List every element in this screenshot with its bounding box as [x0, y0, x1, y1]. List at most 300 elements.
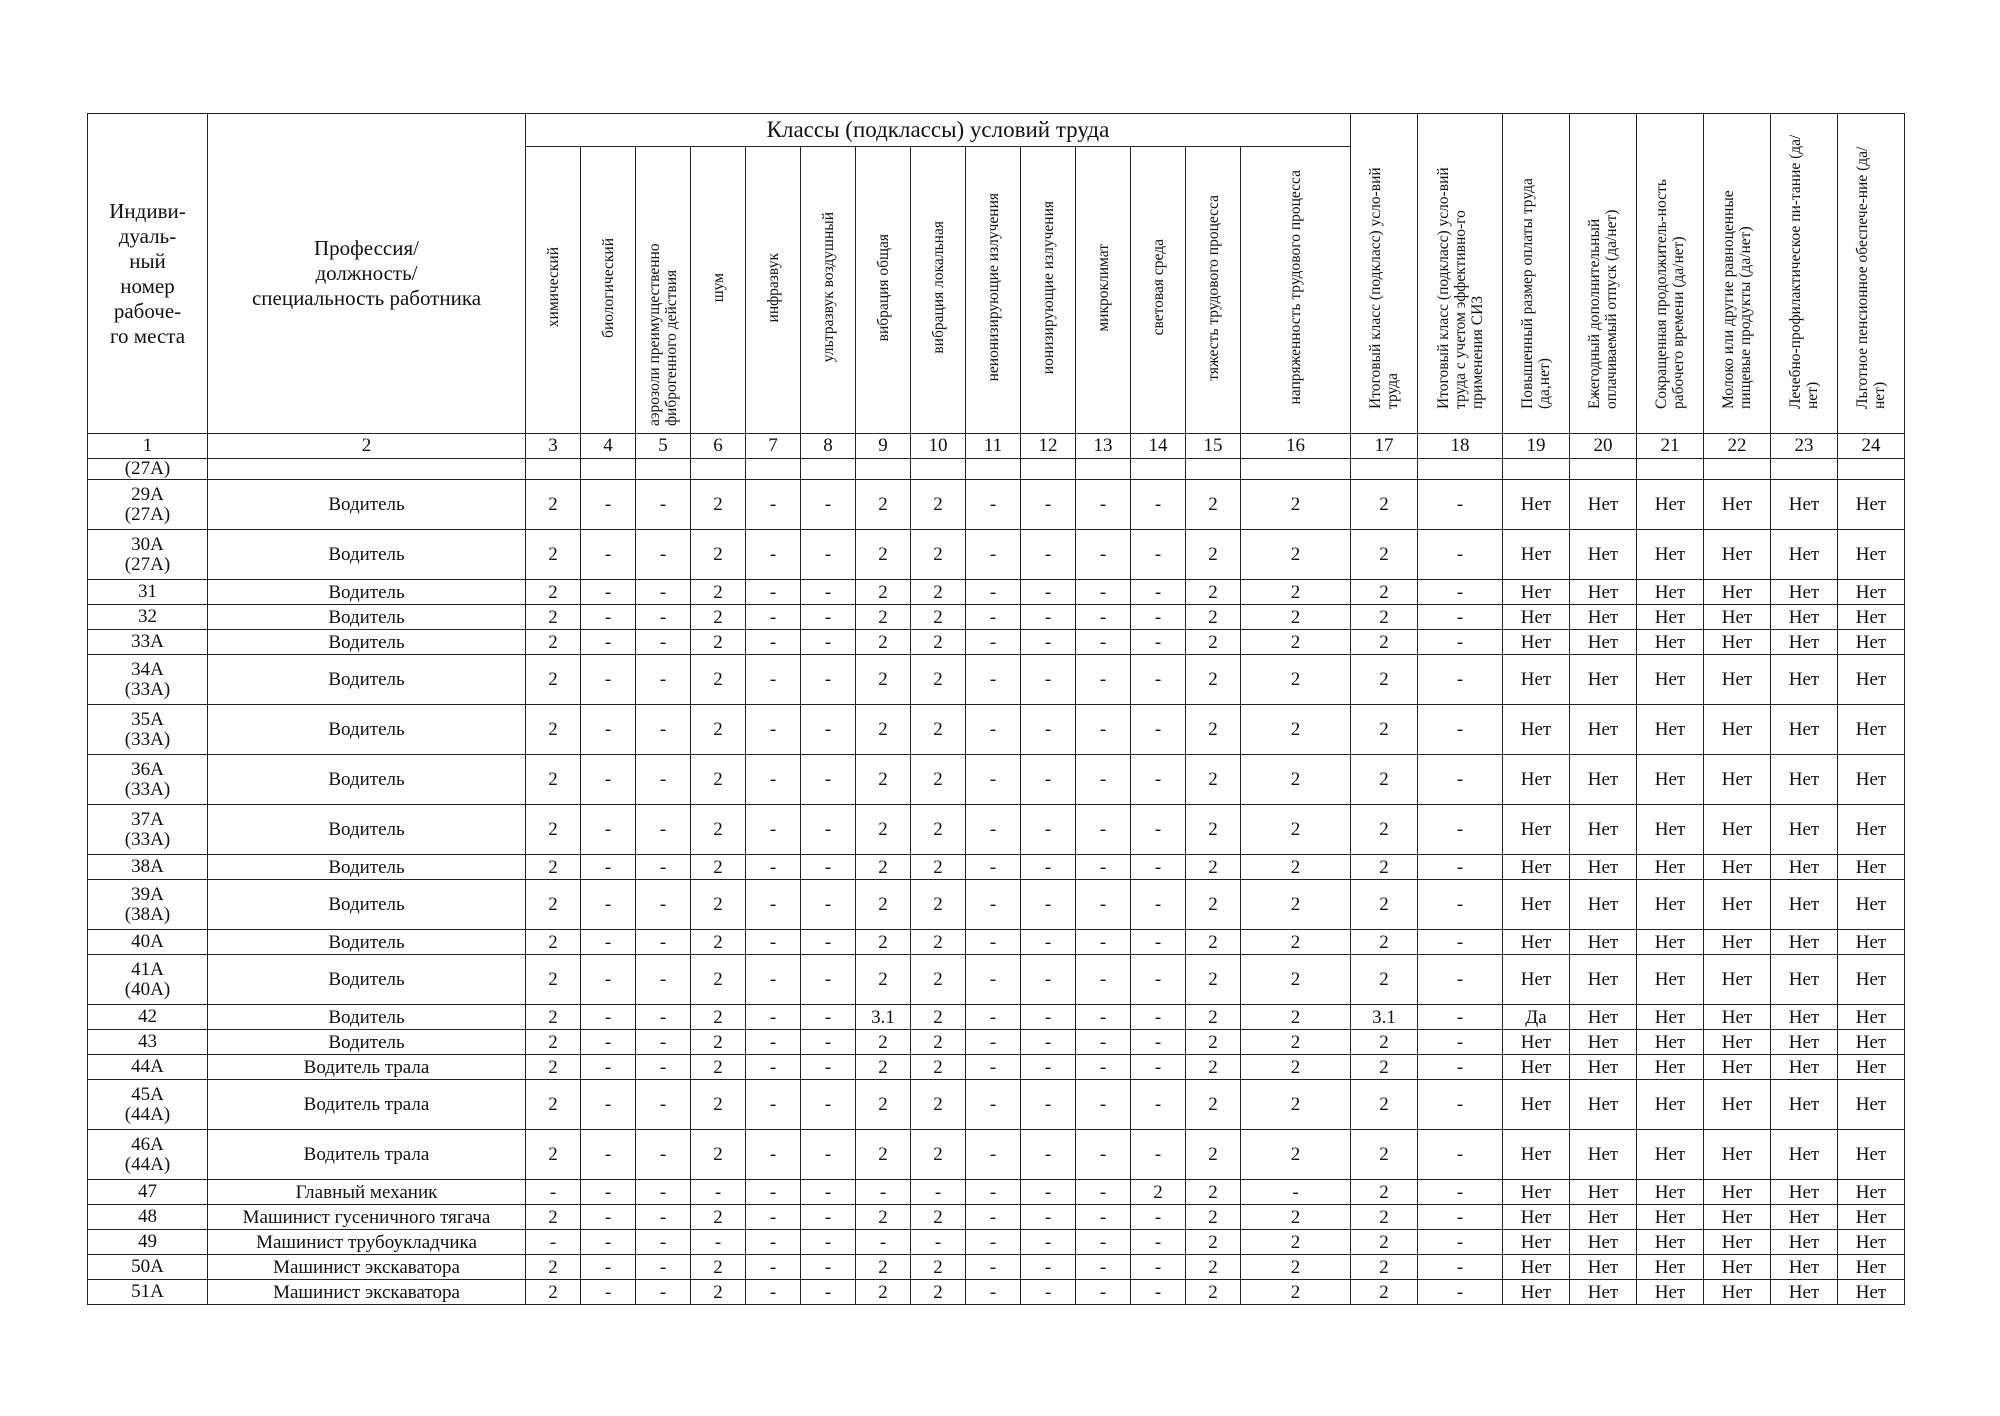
table-cell: 2: [1351, 1255, 1418, 1280]
workplace-number: 36А (33А): [88, 755, 208, 805]
table-cell: 2: [911, 955, 966, 1005]
table-cell: 2: [1186, 1080, 1241, 1130]
column-number: 6: [691, 434, 746, 459]
table-cell: Нет: [1704, 605, 1771, 630]
table-cell: -: [636, 630, 691, 655]
table-row: [88, 1130, 1905, 1180]
table-cell: -: [636, 1280, 691, 1305]
profession: Водитель: [208, 755, 526, 805]
table-cell: Нет: [1637, 1080, 1704, 1130]
table-cell: -: [1021, 605, 1076, 630]
header-summary-column: Сокращенная продолжитель-ность рабочего времени (да/нет): [1637, 114, 1704, 434]
table-cell: -: [581, 1055, 636, 1080]
table-cell: -: [1076, 530, 1131, 580]
table-cell: 2: [911, 1280, 966, 1305]
table-cell: [208, 459, 526, 480]
table-cell: Нет: [1570, 880, 1637, 930]
column-number: 3: [526, 434, 581, 459]
workplace-number: 38А: [88, 855, 208, 880]
table-cell: 2: [1351, 880, 1418, 930]
table-cell: -: [636, 1005, 691, 1030]
table-cell: -: [581, 880, 636, 930]
table-cell: Нет: [1771, 530, 1838, 580]
table-cell: Нет: [1771, 630, 1838, 655]
table-cell: -: [1076, 855, 1131, 880]
table-cell: -: [1021, 1055, 1076, 1080]
column-number: 13: [1076, 434, 1131, 459]
table-cell: Нет: [1838, 630, 1905, 655]
table-cell: 2: [691, 755, 746, 805]
table-row: [88, 530, 1905, 580]
table-cell: 2: [1186, 1230, 1241, 1255]
table-cell: 2: [1186, 805, 1241, 855]
table-cell: -: [1076, 1030, 1131, 1055]
table-cell: -: [1076, 630, 1131, 655]
column-number: 11: [966, 434, 1021, 459]
table-cell: -: [1418, 1005, 1503, 1030]
profession: Водитель: [208, 655, 526, 705]
table-cell: Нет: [1503, 955, 1570, 1005]
profession: Водитель: [208, 880, 526, 930]
table-cell: Нет: [1838, 880, 1905, 930]
table-cell: 2: [1186, 1255, 1241, 1280]
table-cell: -: [581, 655, 636, 705]
table-cell: [1570, 459, 1637, 480]
column-number: 18: [1418, 434, 1503, 459]
workplace-number: 51А: [88, 1280, 208, 1305]
table-cell: -: [581, 1030, 636, 1055]
table-cell: -: [966, 1030, 1021, 1055]
table-cell: -: [1418, 1055, 1503, 1080]
profession: Машинист экскаватора: [208, 1255, 526, 1280]
table-cell: -: [1076, 755, 1131, 805]
table-body: [88, 459, 1905, 1305]
table-cell: 2: [1241, 480, 1351, 530]
table-row: [88, 1205, 1905, 1230]
table-cell: Нет: [1771, 605, 1838, 630]
header-factor-column: химический: [526, 147, 581, 434]
table-cell: -: [966, 605, 1021, 630]
table-cell: -: [581, 580, 636, 605]
table-cell: [801, 459, 856, 480]
table-cell: 2: [1351, 655, 1418, 705]
table-cell: 2: [1351, 805, 1418, 855]
table-cell: 2: [1241, 930, 1351, 955]
table-cell: -: [966, 1180, 1021, 1205]
header-factor-column: тяжесть трудового процесса: [1186, 147, 1241, 434]
table-cell: Нет: [1771, 655, 1838, 705]
table-cell: Нет: [1771, 1080, 1838, 1130]
table-cell: -: [581, 1255, 636, 1280]
table-cell: -: [581, 805, 636, 855]
table-cell: Нет: [1503, 855, 1570, 880]
table-row: [88, 955, 1905, 1005]
table-cell: 2: [856, 1080, 911, 1130]
column-number: 1: [88, 434, 208, 459]
table-cell: -: [966, 1080, 1021, 1130]
table-cell: 2: [526, 855, 581, 880]
table-cell: -: [1021, 855, 1076, 880]
table-cell: 3.1: [1351, 1005, 1418, 1030]
table-cell: -: [1418, 930, 1503, 955]
table-cell: Нет: [1570, 580, 1637, 605]
table-cell: 2: [526, 1255, 581, 1280]
header-summary-column: Итоговый класс (подкласс) усло-вий труда: [1351, 114, 1418, 434]
profession: Водитель: [208, 855, 526, 880]
table-row: [88, 459, 1905, 480]
table-cell: -: [1131, 480, 1186, 530]
column-number: 22: [1704, 434, 1771, 459]
table-cell: -: [1418, 1205, 1503, 1230]
table-cell: -: [1418, 480, 1503, 530]
table-cell: -: [966, 580, 1021, 605]
table-cell: 2: [1241, 1280, 1351, 1305]
table-cell: -: [581, 855, 636, 880]
table-cell: 2: [856, 1280, 911, 1305]
workplace-number: 34А (33А): [88, 655, 208, 705]
table-cell: [1131, 459, 1186, 480]
table-cell: -: [746, 1130, 801, 1180]
table-cell: -: [1076, 1230, 1131, 1255]
table-cell: -: [966, 1130, 1021, 1180]
table-cell: Нет: [1838, 1130, 1905, 1180]
table-cell: Нет: [1704, 580, 1771, 605]
table-cell: -: [636, 530, 691, 580]
table-cell: -: [1021, 1130, 1076, 1180]
profession: Водитель трала: [208, 1080, 526, 1130]
table-cell: Нет: [1838, 655, 1905, 705]
table-cell: 2: [911, 880, 966, 930]
table-cell: -: [1131, 630, 1186, 655]
profession: Машинист экскаватора: [208, 1280, 526, 1305]
table-cell: [1838, 459, 1905, 480]
table-cell: 2: [1241, 755, 1351, 805]
table-cell: Нет: [1704, 805, 1771, 855]
table-cell: Нет: [1503, 1030, 1570, 1055]
table-cell: [1241, 459, 1351, 480]
table-cell: 2: [1241, 630, 1351, 655]
workplace-number: 46А (44А): [88, 1130, 208, 1180]
table-cell: -: [1076, 480, 1131, 530]
table-cell: -: [1418, 755, 1503, 805]
table-cell: Нет: [1704, 1255, 1771, 1280]
table-cell: -: [966, 955, 1021, 1005]
table-cell: 2: [1351, 930, 1418, 955]
profession: Водитель: [208, 530, 526, 580]
table-cell: -: [1021, 1180, 1076, 1205]
table-cell: -: [1131, 1055, 1186, 1080]
header-factor-column: ионизирующие излучения: [1021, 147, 1076, 434]
table-cell: -: [1021, 580, 1076, 605]
table-cell: [1076, 459, 1131, 480]
header-summary-column: Лечебно-профилактическое пи-тание (да/нет): [1771, 114, 1838, 434]
table-cell: Нет: [1838, 955, 1905, 1005]
table-cell: Нет: [1771, 1280, 1838, 1305]
table-row: [88, 805, 1905, 855]
table-cell: -: [1076, 1080, 1131, 1130]
table-cell: 2: [1351, 630, 1418, 655]
table-cell: 2: [911, 755, 966, 805]
table-cell: -: [801, 1230, 856, 1255]
table-cell: -: [1418, 880, 1503, 930]
table-cell: Нет: [1570, 605, 1637, 630]
profession: Водитель: [208, 605, 526, 630]
table-cell: Нет: [1503, 1280, 1570, 1305]
table-cell: -: [856, 1230, 911, 1255]
profession: Водитель: [208, 1030, 526, 1055]
table-cell: 2: [691, 630, 746, 655]
table-cell: Нет: [1503, 1230, 1570, 1255]
workplace-number: 44А: [88, 1055, 208, 1080]
table-cell: -: [1021, 530, 1076, 580]
table-header: [88, 114, 1905, 459]
table-cell: Нет: [1570, 855, 1637, 880]
table-cell: 2: [526, 1030, 581, 1055]
table-cell: -: [636, 1030, 691, 1055]
table-cell: -: [1021, 955, 1076, 1005]
table-cell: 2: [911, 605, 966, 630]
table-cell: -: [1076, 1205, 1131, 1230]
table-cell: 2: [526, 1055, 581, 1080]
table-cell: Нет: [1838, 705, 1905, 755]
table-cell: 2: [1351, 855, 1418, 880]
table-cell: Нет: [1503, 1255, 1570, 1280]
table-cell: 2: [856, 1255, 911, 1280]
table-cell: -: [581, 1130, 636, 1180]
table-cell: -: [801, 655, 856, 705]
table-cell: 2: [856, 530, 911, 580]
table-cell: -: [801, 630, 856, 655]
table-cell: -: [801, 1180, 856, 1205]
table-cell: Нет: [1570, 705, 1637, 755]
workplace-number: 48: [88, 1205, 208, 1230]
workplace-number: 41А (40А): [88, 955, 208, 1005]
profession: Водитель: [208, 630, 526, 655]
header-summary-column: Молоко или другие равноценные пищевые продукты (да/нет): [1704, 114, 1771, 434]
table-cell: 2: [691, 705, 746, 755]
table-cell: -: [801, 1030, 856, 1055]
column-number: 8: [801, 434, 856, 459]
table-cell: Нет: [1503, 705, 1570, 755]
table-cell: 2: [526, 605, 581, 630]
header-summary-column: Итоговый класс (подкласс) усло-вий труда с учетом эффективно-го применения СИЗ: [1418, 114, 1503, 434]
table-cell: Нет: [1503, 655, 1570, 705]
table-cell: [1351, 459, 1418, 480]
table-cell: [966, 459, 1021, 480]
table-cell: -: [1418, 630, 1503, 655]
table-row: [88, 1080, 1905, 1130]
table-cell: 2: [856, 955, 911, 1005]
table-cell: 2: [1241, 1255, 1351, 1280]
table-cell: 2: [1186, 580, 1241, 605]
table-cell: 2: [856, 1205, 911, 1230]
table-cell: -: [1418, 1280, 1503, 1305]
table-cell: Нет: [1838, 755, 1905, 805]
table-cell: -: [1021, 805, 1076, 855]
header-factor-column: неионизирующие излучения: [966, 147, 1021, 434]
profession: Водитель: [208, 705, 526, 755]
table-cell: -: [1076, 580, 1131, 605]
header-classes-title: Классы (подклассы) условий труда: [526, 114, 1351, 147]
table-cell: -: [746, 955, 801, 1005]
table-cell: -: [636, 1255, 691, 1280]
table-cell: Нет: [1838, 530, 1905, 580]
table-cell: 2: [1351, 580, 1418, 605]
table-cell: 2: [1241, 1005, 1351, 1030]
table-cell: Нет: [1637, 1005, 1704, 1030]
workplace-number: 30А (27А): [88, 530, 208, 580]
table-row: [88, 1230, 1905, 1255]
table-cell: 2: [1241, 705, 1351, 755]
table-cell: [526, 459, 581, 480]
table-cell: 2: [1351, 1030, 1418, 1055]
table-cell: Нет: [1704, 880, 1771, 930]
table-cell: Нет: [1771, 805, 1838, 855]
table-cell: -: [966, 630, 1021, 655]
header-factor-column: микроклимат: [1076, 147, 1131, 434]
table-cell: 2: [856, 705, 911, 755]
table-cell: Нет: [1838, 930, 1905, 955]
table-cell: -: [581, 630, 636, 655]
table-cell: 2: [911, 1030, 966, 1055]
table-cell: -: [746, 880, 801, 930]
table-cell: Нет: [1704, 755, 1771, 805]
table-cell: -: [636, 1230, 691, 1255]
table-cell: 2: [1351, 755, 1418, 805]
table-cell: -: [746, 1030, 801, 1055]
table-cell: 2: [1351, 480, 1418, 530]
header-factor-column: вибрация общая: [856, 147, 911, 434]
table-cell: -: [636, 605, 691, 630]
table-cell: -: [856, 1180, 911, 1205]
table-cell: Нет: [1570, 1280, 1637, 1305]
table-cell: 2: [1186, 530, 1241, 580]
profession: Главный механик: [208, 1180, 526, 1205]
table-cell: Нет: [1771, 1055, 1838, 1080]
workplace-number: 47: [88, 1180, 208, 1205]
table-cell: -: [801, 605, 856, 630]
table-cell: -: [1418, 855, 1503, 880]
table-cell: -: [636, 1130, 691, 1180]
table-cell: -: [1021, 1230, 1076, 1255]
table-cell: -: [636, 705, 691, 755]
table-cell: 2: [1186, 755, 1241, 805]
table-cell: Нет: [1637, 705, 1704, 755]
profession: Машинист гусеничного тягача: [208, 1205, 526, 1230]
table-cell: 2: [691, 1130, 746, 1180]
table-cell: [746, 459, 801, 480]
table-cell: 2: [911, 1055, 966, 1080]
table-cell: Нет: [1771, 1205, 1838, 1230]
column-number: 5: [636, 434, 691, 459]
table-cell: -: [1131, 705, 1186, 755]
table-cell: -: [1021, 1255, 1076, 1280]
table-row: [88, 855, 1905, 880]
table-cell: Нет: [1704, 1005, 1771, 1030]
table-cell: -: [581, 955, 636, 1005]
table-cell: -: [746, 1080, 801, 1130]
table-cell: -: [636, 1180, 691, 1205]
table-cell: [1021, 459, 1076, 480]
header-summary-column: Льготное пенсионное обеспече-ние (да/нет): [1838, 114, 1905, 434]
table-cell: Нет: [1570, 1005, 1637, 1030]
table-cell: 2: [526, 930, 581, 955]
table-cell: Нет: [1704, 630, 1771, 655]
table-cell: -: [1418, 1130, 1503, 1180]
table-cell: -: [1021, 880, 1076, 930]
table-cell: Нет: [1704, 955, 1771, 1005]
table-cell: -: [636, 855, 691, 880]
table-cell: -: [636, 755, 691, 805]
table-row: [88, 580, 1905, 605]
table-cell: 2: [856, 1130, 911, 1180]
table-row: [88, 705, 1905, 755]
table-cell: -: [746, 1005, 801, 1030]
table-cell: -: [801, 1280, 856, 1305]
table-cell: 2: [1351, 1055, 1418, 1080]
table-cell: 2: [911, 580, 966, 605]
table-cell: Нет: [1570, 630, 1637, 655]
table-cell: 2: [1241, 1055, 1351, 1080]
table-cell: Нет: [1637, 1130, 1704, 1180]
header-profession: Профессия/ должность/ специальность работника: [208, 114, 526, 434]
profession: Машинист трубоукладчика: [208, 1230, 526, 1255]
table-cell: -: [581, 530, 636, 580]
table-row: [88, 1280, 1905, 1305]
table-cell: 2: [1186, 605, 1241, 630]
table-cell: -: [801, 1205, 856, 1230]
workplace-number: 39А (38А): [88, 880, 208, 930]
table-cell: 2: [911, 705, 966, 755]
table-cell: -: [581, 480, 636, 530]
table-cell: -: [746, 1230, 801, 1255]
table-cell: Нет: [1503, 1055, 1570, 1080]
table-cell: Нет: [1838, 1280, 1905, 1305]
table-cell: -: [526, 1230, 581, 1255]
table-cell: -: [636, 655, 691, 705]
table-cell: 2: [1186, 880, 1241, 930]
table-cell: -: [1131, 1080, 1186, 1130]
table-cell: -: [801, 805, 856, 855]
table-cell: 2: [1351, 605, 1418, 630]
workplace-number: 31: [88, 580, 208, 605]
table-cell: Нет: [1838, 1030, 1905, 1055]
table-cell: 2: [1186, 655, 1241, 705]
table-row: [88, 1180, 1905, 1205]
header-factor-column: напряженность трудового процесса: [1241, 147, 1351, 434]
table-row: [88, 655, 1905, 705]
table-cell: 2: [691, 480, 746, 530]
table-cell: Нет: [1503, 1080, 1570, 1130]
table-cell: -: [1418, 605, 1503, 630]
workplace-number: 29А (27А): [88, 480, 208, 530]
column-number-row: [88, 434, 1905, 459]
table-cell: Да: [1503, 1005, 1570, 1030]
table-cell: -: [581, 755, 636, 805]
workplace-number: 40А: [88, 930, 208, 955]
table-cell: -: [1131, 1255, 1186, 1280]
table-cell: Нет: [1570, 480, 1637, 530]
table-cell: Нет: [1704, 1180, 1771, 1205]
table-cell: 2: [856, 1055, 911, 1080]
table-cell: -: [1131, 805, 1186, 855]
table-row: [88, 605, 1905, 630]
table-cell: 2: [526, 705, 581, 755]
table-cell: -: [746, 530, 801, 580]
table-cell: 2: [526, 805, 581, 855]
table-cell: -: [746, 1205, 801, 1230]
table-cell: 2: [1186, 630, 1241, 655]
